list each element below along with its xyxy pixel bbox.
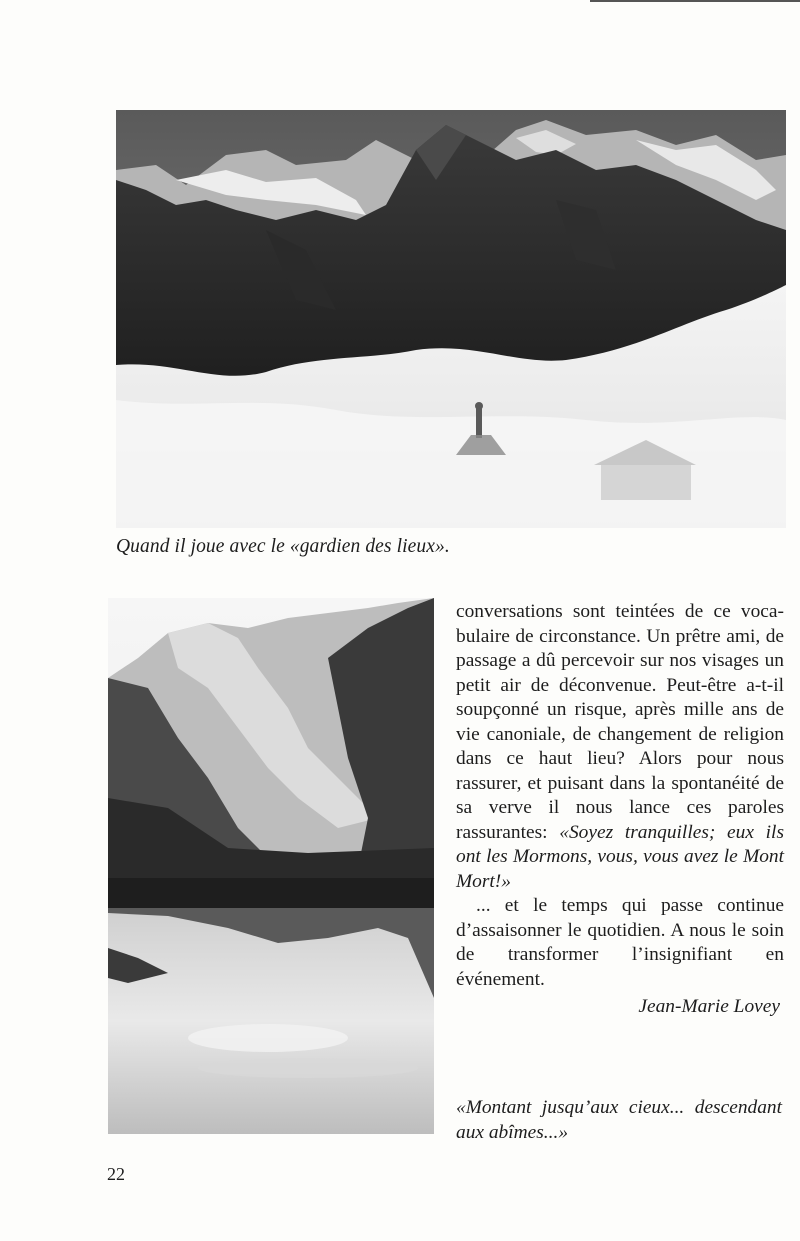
quoted-remark: «Soyez tranquilles; eux ils ont les Mormons, vous, vous avez le Mont Mort!» bbox=[456, 821, 784, 892]
mountain-fog-statue-photo bbox=[116, 110, 786, 528]
closing-quote: «Montant jusqu’aux cieux... descendant aux abîmes...» bbox=[456, 1097, 782, 1143]
photo-caption: Quand il joue avec le «gardien des lieux». bbox=[116, 536, 450, 557]
header-rule bbox=[590, 0, 800, 2]
body-paragraph-1-text: conversations sont teintées de ce vocabulaire de circonstance. Un prêtre ami, de passage a dû percevoir sur nos visages un petit air de déconvenue. Peut-être a-t-il soupçonné un risque, après mille ans de vie canoniale, de changement de religion dans ce haut lieu? Alors pour nous rassurer, et puisant dans la spontanéité de sa verve il nous lance ces paroles rassurantes: bbox=[456, 601, 784, 843]
page-number: 22 bbox=[107, 1164, 125, 1184]
mountain-lake-reflection-photo bbox=[108, 598, 434, 1134]
mountain-lake-reflection-image bbox=[108, 598, 434, 1134]
body-paragraph-1 bbox=[456, 600, 784, 894]
article-body bbox=[456, 600, 784, 992]
body-paragraph-2: ... et le temps qui passe continue d’assaisonner le quotidien. A nous le soin de transformer l’insignifiant en événement. bbox=[456, 895, 784, 990]
author-signature: Jean-Marie Lovey bbox=[638, 996, 780, 1017]
mountain-fog-statue-image bbox=[116, 110, 786, 528]
